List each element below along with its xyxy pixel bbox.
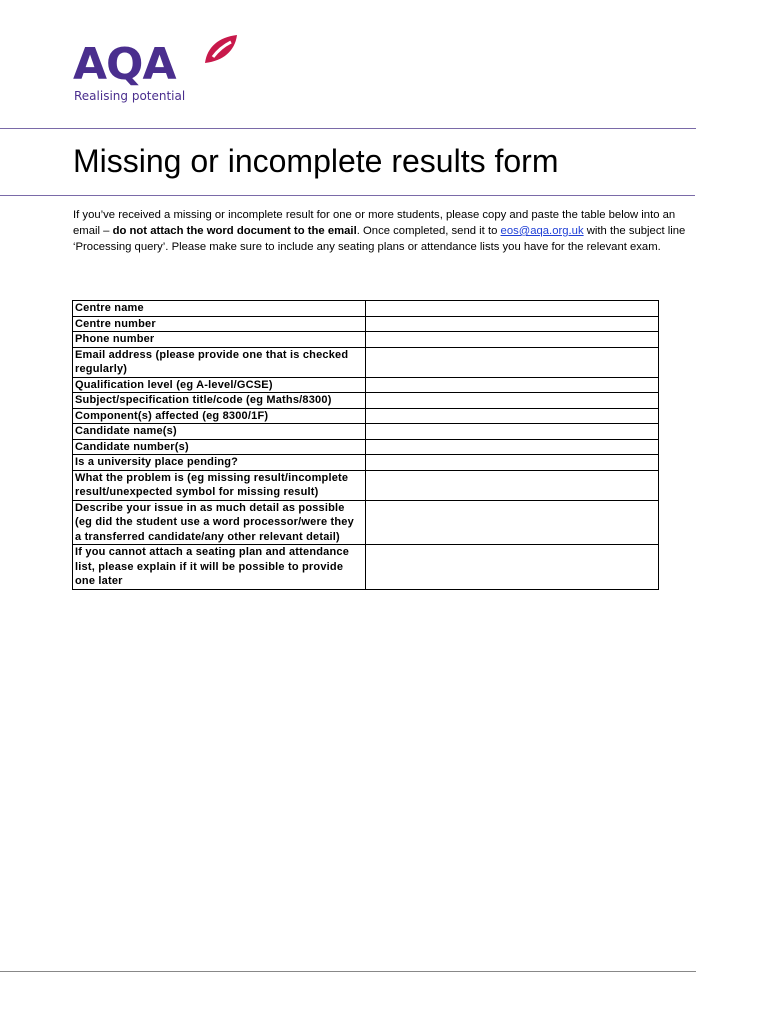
form-field-value[interactable] [366,455,659,471]
form-row [73,470,659,500]
form-field-label: Is a university place pending? [73,455,366,471]
intro-warning: do not attach the word document to the email [112,225,357,237]
form-field-value[interactable] [366,424,659,440]
form-field-label: If you cannot attach a seating plan and attendance list, please explain if it will be possible to provide one later [73,545,366,590]
form-field-label: Qualification level (eg A-level/GCSE) [73,377,366,393]
form-field-value[interactable] [366,393,659,409]
intro-text-2: . Once completed, send it to [356,225,501,237]
title-divider [0,195,695,196]
form-field-value[interactable] [366,316,659,332]
logo-tagline: Realising potential [74,89,186,103]
form-field-value[interactable] [366,439,659,455]
form-field-label: Phone number [73,332,366,348]
intro-text-1: If you’ve received a missing or incomplete result for one or more students, please copy and paste the table below into an email – [73,209,676,237]
form-field-label: Candidate name(s) [73,424,366,440]
form-field-value[interactable] [366,545,659,590]
form-field-value[interactable] [366,377,659,393]
form-row [73,347,659,377]
form-field-label: Subject/specification title/code (eg Maths/8300) [73,393,366,409]
form-field-value[interactable] [366,332,659,348]
form-field-label: Candidate number(s) [73,439,366,455]
form-field-label: Email address (please provide one that is checked regularly) [73,347,366,377]
form-row [73,424,659,440]
form-row [73,301,659,317]
logo-wordmark: AQA [73,39,176,90]
footer-divider [0,971,696,972]
form-row [73,377,659,393]
intro-paragraph [73,207,698,255]
form-field-label: Centre number [73,316,366,332]
form-field-value[interactable] [366,301,659,317]
form-field-label: Centre name [73,301,366,317]
form-row [73,332,659,348]
header-divider [0,128,696,129]
form-field-value[interactable] [366,470,659,500]
form-field-label: Describe your issue in as much detail as possible (eg did the student use a word processor/were they a transferred candidate/any other relevant detail) [73,500,366,545]
form-row [73,316,659,332]
intro-text-3: with the subject line ‘Processing query’. Please make sure to include any seating plans or attendance lists you have for the relevant exam. [73,225,686,253]
form-field-value[interactable] [366,347,659,377]
form-field-value[interactable] [366,408,659,424]
email-link[interactable]: eos@aqa.org.uk [500,225,584,237]
aqa-logo [73,33,243,105]
form-row [73,439,659,455]
page-title: Missing or incomplete results form [73,143,559,179]
form-field-label: What the problem is (eg missing result/incomplete result/unexpected symbol for missing result) [73,470,366,500]
form-row [73,393,659,409]
form-row [73,545,659,590]
results-form-table [72,300,659,590]
form-field-label: Component(s) affected (eg 8300/1F) [73,408,366,424]
form-row [73,408,659,424]
form-row [73,455,659,471]
form-row [73,500,659,545]
logo-leaf-icon [201,33,239,69]
form-field-value[interactable] [366,500,659,545]
